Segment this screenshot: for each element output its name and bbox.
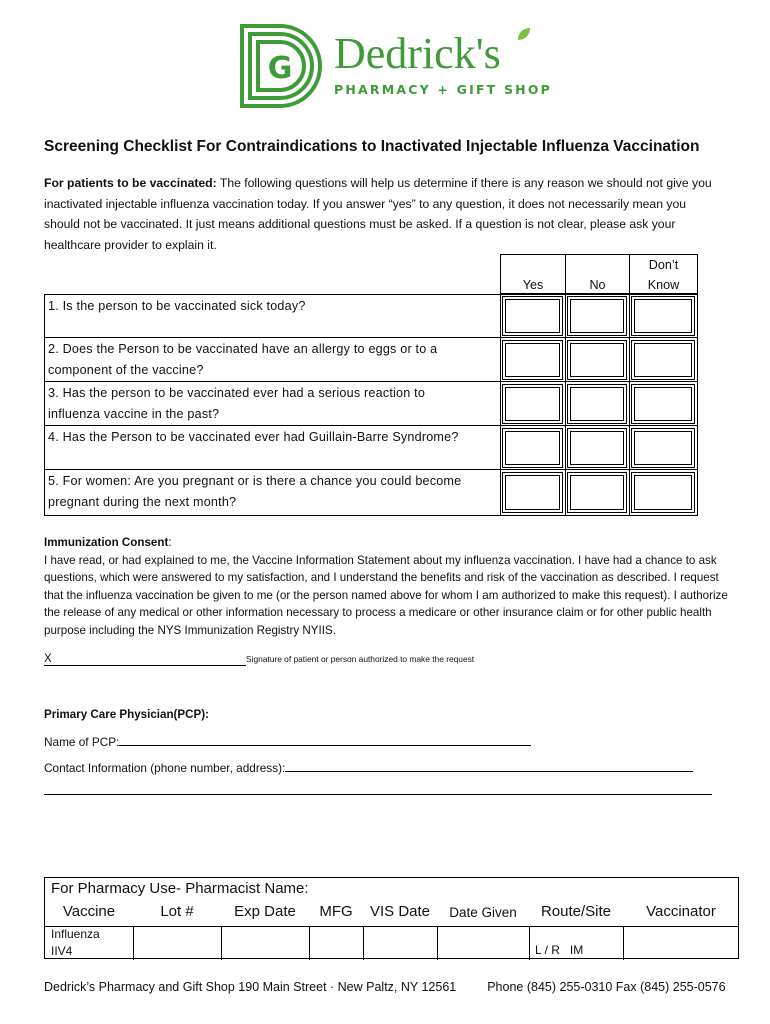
- q5-yes-checkbox[interactable]: [502, 472, 563, 513]
- footer-phone: Phone (845) 255-0310 Fax (845) 255-0576: [487, 980, 726, 994]
- consent-heading: Immunization Consent: [44, 536, 169, 549]
- footer-address: Dedrick’s Pharmacy and Gift Shop 190 Main Street · New Paltz, NY 12561: [44, 980, 457, 994]
- pharmacy-use-title: For Pharmacy Use- Pharmacist Name:: [51, 880, 309, 897]
- signature-line[interactable]: [44, 653, 474, 666]
- q3-yes-checkbox[interactable]: [502, 384, 563, 424]
- signature-field[interactable]: [44, 653, 246, 666]
- col-mfg: MFG: [319, 903, 353, 920]
- q5-dont-know-checkbox[interactable]: [631, 472, 695, 513]
- q2-dont-know-checkbox[interactable]: [631, 340, 695, 380]
- vaccine-value-line1: Influenza: [51, 927, 100, 941]
- header-dont-know-line1: Don’t: [648, 258, 679, 272]
- column-divider: [221, 927, 222, 960]
- question-text: 4. Has the Person to be vaccinated ever had Guillain-Barre Syndrome?: [48, 430, 459, 444]
- col-date-given: Date Given: [449, 905, 517, 920]
- pcp-name-row: [44, 734, 531, 749]
- col-vaccinator: Vaccinator: [646, 903, 716, 920]
- question-text: 1. Is the person to be vaccinated sick today?: [48, 299, 306, 313]
- q4-yes-checkbox[interactable]: [502, 428, 563, 468]
- col-vis-date: VIS Date: [369, 903, 431, 920]
- screening-checklist-table: [44, 254, 698, 516]
- signature-prefix: X: [44, 653, 52, 665]
- header-yes: Yes: [522, 278, 544, 292]
- signature-label: Signature of patient or person authorized to make the request: [246, 654, 475, 664]
- column-divider: [309, 927, 310, 960]
- q4-no-checkbox[interactable]: [567, 428, 627, 468]
- column-divider: [623, 927, 624, 960]
- q4-dont-know-checkbox[interactable]: [631, 428, 695, 468]
- intro-text: The following questions will help us determine if there is any reason we should not give you inactivated injectable influenza vaccination today. If you answer “yes” to any question, it does not necessarily mean you should not be vaccinated. It just means additional questions must be asked. If a question is not clear, please ask your healthcare provider to explain it.: [44, 176, 712, 252]
- route-value: L / R IM: [535, 943, 584, 957]
- intro-paragraph: [44, 173, 724, 255]
- pharmacy-use-table: [44, 877, 739, 959]
- consent-text: I have read, or had explained to me, the Vaccine Information Statement about my influenza vaccination. I have had a chance to ask questions, which were answered to my satisfaction, and I understand the benefits and risk of the vaccination as described. I request that the influenza vaccination be given to me (or the person named above for whom I am authorized to make this request). I authorize the release of any medical or other information necessary to process a medicare or other insurance claim or for other public health purpose including the NYS Immunization Registry NYIIS.: [44, 553, 728, 637]
- column-divider: [629, 294, 630, 516]
- intro-lead: For patients to be vaccinated:: [44, 176, 217, 190]
- row-divider: [45, 926, 738, 927]
- col-lot: Lot #: [160, 903, 194, 920]
- q2-yes-checkbox[interactable]: [502, 340, 563, 380]
- vaccine-value-line2: IIV4: [51, 944, 73, 958]
- q5-no-checkbox[interactable]: [567, 472, 627, 513]
- pcp-contact-field[interactable]: [285, 760, 693, 772]
- q2-no-checkbox[interactable]: [567, 340, 627, 380]
- q3-no-checkbox[interactable]: [567, 384, 627, 424]
- page-title: Screening Checklist For Contraindications to Inactivated Injectable Influenza Vaccination: [44, 138, 700, 155]
- svg-text:G: G: [267, 51, 293, 86]
- logo-tagline: PHARMACY + GIFT SHOP: [334, 82, 553, 97]
- header-no: No: [589, 278, 606, 292]
- pcp-name-label: Name of PCP:: [44, 735, 120, 749]
- column-divider: [500, 294, 501, 516]
- pcp-contact-label: Contact Information (phone number, address):: [44, 761, 286, 775]
- col-route-site: Route/Site: [540, 903, 612, 920]
- consent-colon: :: [168, 536, 172, 549]
- pcp-contact-extra-line[interactable]: [44, 794, 712, 795]
- logo-wordmark: Dedrick's: [334, 29, 501, 78]
- col-exp-date: Exp Date: [234, 903, 296, 920]
- header-dont-know-line2: Know: [647, 278, 680, 292]
- q1-dont-know-checkbox[interactable]: [631, 296, 695, 336]
- pcp-heading: Primary Care Physician(PCP):: [44, 708, 209, 721]
- pcp-name-field[interactable]: [119, 734, 531, 746]
- column-divider: [565, 294, 566, 516]
- column-divider: [437, 927, 438, 960]
- column-divider: [363, 927, 364, 960]
- col-vaccine: Vaccine: [62, 903, 116, 920]
- q1-yes-checkbox[interactable]: [502, 296, 563, 336]
- column-divider: [133, 927, 134, 960]
- pcp-contact-row: [44, 760, 693, 775]
- question-text: 5. For women: Are you pregnant or is there a chance you could become pregnant during the next month?: [48, 474, 462, 509]
- leaf-icon: [516, 26, 532, 42]
- question-text: 2. Does the Person to be vaccinated have an allergy to eggs or to a component of the vaccine?: [48, 342, 438, 377]
- column-divider: [529, 927, 530, 960]
- dg-monogram-icon: [236, 20, 328, 112]
- q1-no-checkbox[interactable]: [567, 296, 627, 336]
- page-footer: [44, 980, 726, 994]
- pharmacy-logo: [236, 20, 553, 112]
- question-text: 3. Has the person to be vaccinated ever had a serious reaction to influenza vaccine in the past?: [48, 386, 426, 421]
- q3-dont-know-checkbox[interactable]: [631, 384, 695, 424]
- consent-section: [44, 534, 734, 640]
